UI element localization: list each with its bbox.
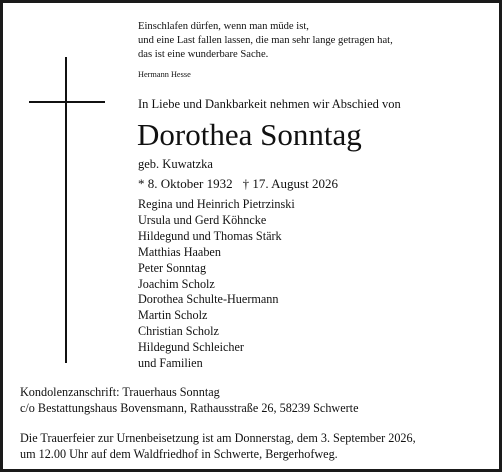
mourner-item: Ursula und Gerd Köhncke <box>138 212 267 227</box>
funeral-service-line: Die Trauerfeier zur Urnenbeisetzung ist am Donnerstag, dem 3. September 2026, <box>20 431 416 445</box>
mourner-item: Joachim Scholz <box>138 276 215 291</box>
condolence-address-line: Kondolenzanschrift: Trauerhaus Sonntag <box>20 385 220 399</box>
mourners-list <box>138 197 295 372</box>
funeral-service-info <box>20 430 416 462</box>
poem-line: das ist eine wunderbare Sache. <box>138 49 269 60</box>
birth-date: * 8. Oktober 1932 <box>138 176 233 191</box>
mourner-item: Hildegund und Thomas Stärk <box>138 228 282 243</box>
poem-line: Einschlafen dürfen, wenn man müde ist, <box>138 21 309 32</box>
condolence-address-line: c/o Bestattungshaus Bovensmann, Rathausstraße 26, 58239 Schwerte <box>20 401 359 415</box>
farewell-intro: In Liebe und Dankbarkeit nehmen wir Abschied von <box>138 97 401 111</box>
mourner-item: Martin Scholz <box>138 308 208 323</box>
mourner-item: Christian Scholz <box>138 324 219 339</box>
funeral-service-line: um 12.00 Uhr auf dem Waldfriedhof in Schwerte, Bergerhofweg. <box>20 447 338 461</box>
poem-line: und eine Last fallen lassen, die man sehr lange getragen hat, <box>138 35 393 46</box>
mourner-item: Peter Sonntag <box>138 260 207 275</box>
maiden-name: geb. Kuwatzka <box>138 157 213 171</box>
deceased-name: Dorothea Sonntag <box>137 117 362 152</box>
mourner-item: und Familien <box>138 356 203 371</box>
life-dates <box>138 176 338 192</box>
mourner-item: Regina und Heinrich Pietrzinski <box>138 197 295 211</box>
mourner-item: Hildegund Schleicher <box>138 340 244 355</box>
cross-horizontal-bar <box>29 101 105 103</box>
poem-quote <box>138 20 393 62</box>
poem-author: Hermann Hesse <box>138 70 191 79</box>
mourner-item: Matthias Haaben <box>138 244 221 259</box>
condolence-address <box>20 384 358 416</box>
death-date: † 17. August 2026 <box>242 176 338 191</box>
mourner-item: Dorothea Schulte-Huermann <box>138 292 279 307</box>
